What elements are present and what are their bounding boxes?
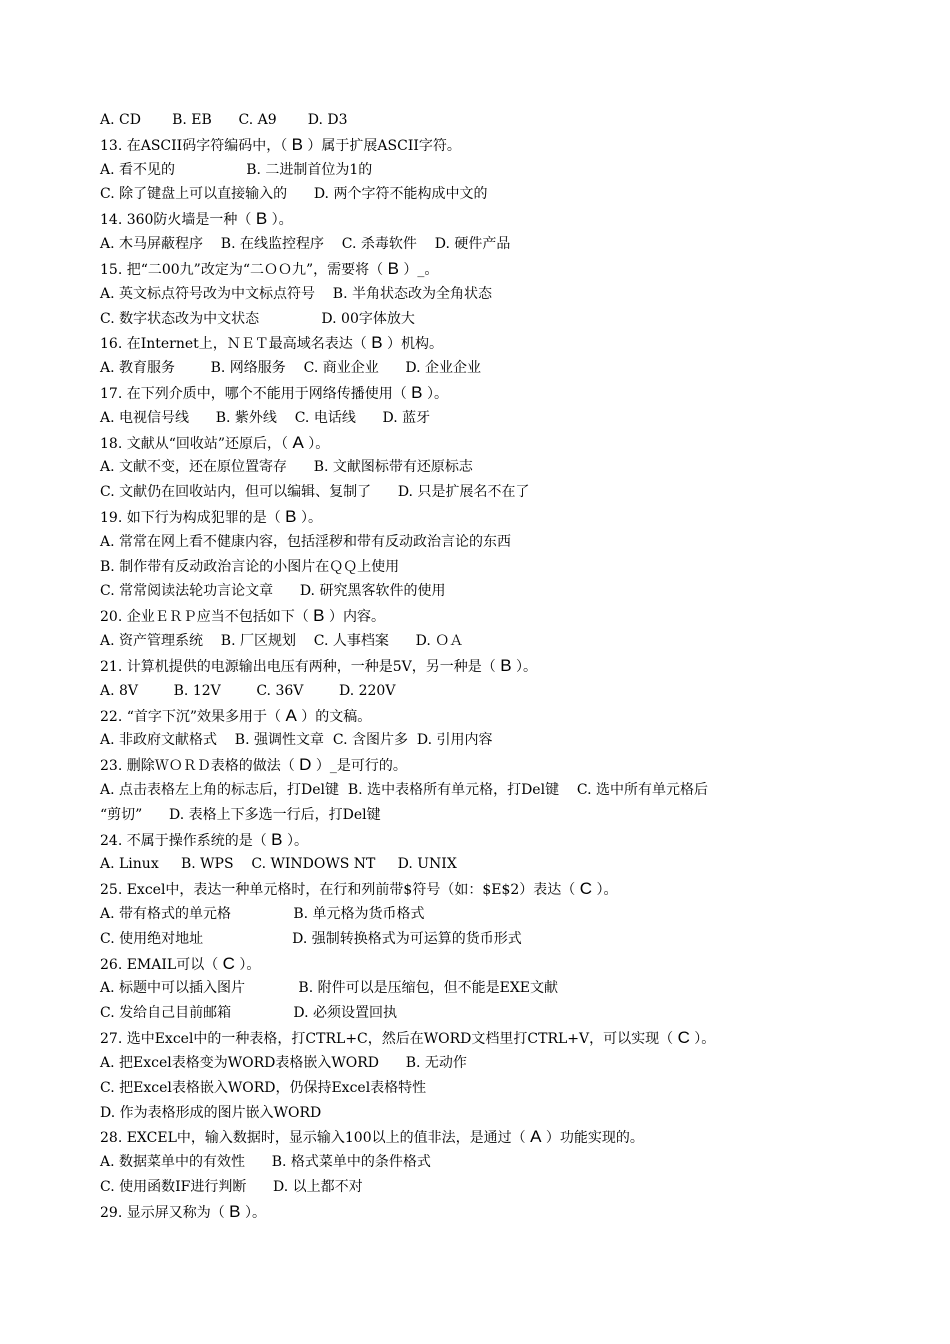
option-line: A. 非政府文献格式 B. 强调性文章 C. 含图片多 D. 引用内容 (100, 732, 493, 749)
question-text: 13. 在ASCII码字符编码中，（ (100, 137, 292, 154)
option-line: C. 发给自己目前邮箱 D. 必须设置回执 (100, 1005, 398, 1022)
question-text: ）。 (234, 956, 261, 973)
option-line: C. 除了键盘上可以直接输入的 D. 两个字符不能构成中文的 (100, 186, 488, 203)
question-text: 29. 显示屏又称为（ (100, 1204, 230, 1221)
answer-letter: B (411, 382, 423, 402)
question-line (100, 1125, 900, 1150)
answer-letter: A (285, 705, 297, 725)
option-line: A. 文献不变，还在原位置寄存 B. 文献图标带有还原标志 (100, 459, 473, 476)
question-text: ）。 (267, 212, 293, 229)
question-text: 15. 把“二00九”改定为“二ＯＯ九”，需要将（ (100, 261, 388, 278)
question-text: 14. 360防火墙是一种（ (100, 212, 256, 229)
question-text: ）的文稿。 (296, 708, 372, 725)
question-text: 23. 删除ＷＯＲＤ表格的做法（ (100, 758, 300, 775)
question-line (100, 1026, 900, 1051)
question-text: ）功能实现的。 (541, 1130, 644, 1147)
option-line: A. 资产管理系统 B. 厂区规划 C. 人事档案 D. ＯＡ (100, 633, 464, 650)
option-line: A. CD B. EB C. A9 D. D3 (100, 112, 348, 128)
question-text: ）内容。 (324, 609, 385, 626)
question-line (100, 331, 900, 356)
answer-letter: B (387, 258, 399, 278)
answer-letter: A (292, 432, 304, 452)
question-text: 19. 如下行为构成犯罪的是（ (100, 510, 286, 526)
question-line (100, 654, 900, 679)
option-line: A. 8V B. 12V C. 36V D. 220V (100, 682, 396, 699)
question-line (100, 1200, 900, 1225)
option-line: “剪切” D. 表格上下多选一行后，打Del键 (100, 806, 381, 823)
question-text: ）机构。 (382, 336, 444, 353)
option-line: A. 标题中可以插入图片 B. 附件可以是压缩包，但不能是EXE文献 (100, 980, 559, 997)
option-line: A. Linux B. WPS C. WINDOWS NT D. UNIX (100, 856, 457, 873)
question-text: 16. 在Internet上，ＮＥＴ最高域名表达（ (100, 336, 372, 353)
question-text: ）_是可行的。 (311, 758, 407, 775)
option-line: A. 带有格式的单元格 B. 单元格为货币格式 (100, 906, 425, 922)
question-text: ）。 (592, 882, 618, 899)
answer-letter: B (291, 134, 303, 154)
question-text: 17. 在下列介质中，哪个不能用于网络传播使用（ (100, 385, 412, 402)
option-line: C. 使用函数IF进行判断 D. 以上都不对 (100, 1178, 363, 1195)
option-line: A. 看不见的 B. 二进制首位为1的 (100, 161, 373, 178)
option-line: C. 把Excel表格嵌入WORD，仍保持Excel表格特性 (100, 1079, 427, 1096)
question-line (100, 952, 900, 977)
question-line (100, 704, 900, 729)
answer-letter: A (530, 1127, 542, 1147)
question-line (100, 257, 900, 282)
option-line: A. 点击表格左上角的标志后，打Del键 B. 选中表格所有单元格，打Del键 C. 选中所有单元格后 (100, 781, 708, 798)
answer-letter: C (579, 879, 593, 899)
answer-letter: B (285, 507, 297, 526)
answer-letter: D (299, 755, 312, 775)
option-line: C. 常常阅读法轮功言论文章 D. 研究黑客软件的使用 (100, 583, 446, 600)
answer-letter: C (677, 1028, 690, 1048)
option-line: A. 常常在网上看不健康内容，包括淫秽和带有反动政治言论的东西 (100, 533, 512, 550)
question-text: 20. 企业ＥＲＰ应当不包括如下（ (100, 609, 314, 626)
question-text: ）。 (303, 435, 330, 452)
option-line: A. 木马屏蔽程序 B. 在线监控程序 C. 杀毒软件 D. 硬件产品 (100, 236, 511, 253)
question-text: 24. 不属于操作系统的是（ (100, 832, 272, 849)
question-line (100, 828, 900, 853)
option-line: A. 把Excel表格变为WORD表格嵌入WORD B. 无动作 (100, 1054, 467, 1071)
question-text: ）。 (511, 658, 537, 675)
question-text: 28. EXCEL中，输入数据时，显示输入100以上的值非法，是通过（ (100, 1130, 531, 1147)
option-line: C. 数字状态改为中文状态 D. 00字体放大 (100, 310, 415, 327)
option-line: C. 使用绝对地址 D. 强制转换格式为可运算的货币形式 (100, 930, 522, 947)
question-text: ）。 (422, 385, 448, 402)
question-text: ）属于扩展ASCII字符。 (302, 137, 461, 154)
question-text: 27. 选中Excel中的一种表格，打CTRL+C，然后在WORD文档里打CTRL+V，可以实现（ (100, 1031, 678, 1048)
question-text: 21. 计算机提供的电源输出电压有两种，一种是5V，另一种是（ (100, 658, 501, 675)
question-line (100, 381, 900, 406)
answer-letter: C (222, 953, 235, 973)
option-line: A. 英文标点符号改为中文标点符号 B. 半角状态改为全角状态 (100, 285, 492, 302)
question-text: ）。 (689, 1031, 716, 1048)
answer-letter: B (313, 606, 325, 626)
question-text: 22. “首字下沉”效果多用于（ (100, 708, 286, 725)
option-line: B. 制作带有反动政治言论的小图片在ＱＱ上使用 (100, 558, 400, 575)
answer-letter: B (371, 333, 383, 353)
answer-letter: B (500, 655, 512, 675)
question-line (100, 877, 900, 902)
question-text: 25. Excel中，表达一种单元格时，在行和列前带$符号（如：$E$2）表达（ (100, 882, 580, 899)
question-text: ）。 (296, 510, 322, 526)
question-text: ）_。 (398, 261, 439, 278)
option-line: D. 作为表格形成的图片嵌入WORD (100, 1104, 322, 1121)
question-list (100, 108, 900, 1225)
question-line (100, 753, 900, 778)
answer-letter: B (229, 1201, 241, 1221)
question-text: 26. EMAIL可以（ (100, 956, 223, 973)
option-line: A. 数据菜单中的有效性 B. 格式菜单中的条件格式 (100, 1154, 431, 1171)
question-line (100, 604, 900, 629)
question-text: ）。 (282, 832, 308, 849)
answer-letter: B (271, 829, 283, 849)
option-line: A. 电视信号线 B. 紫外线 C. 电话线 D. 蓝牙 (100, 409, 431, 426)
question-line (100, 133, 900, 158)
question-line (100, 505, 900, 530)
option-line: A. 教育服务 B. 网络服务 C. 商业企业 D. 企业企业 (100, 360, 482, 377)
question-line (100, 431, 900, 456)
option-line: C. 文献仍在回收站内，但可以编辑、复制了 D. 只是扩展名不在了 (100, 484, 530, 501)
question-text: 18. 文献从“回收站”还原后，（ (100, 435, 293, 452)
answer-letter: B (255, 209, 268, 229)
question-line (100, 207, 900, 232)
question-text: ）。 (240, 1204, 266, 1221)
